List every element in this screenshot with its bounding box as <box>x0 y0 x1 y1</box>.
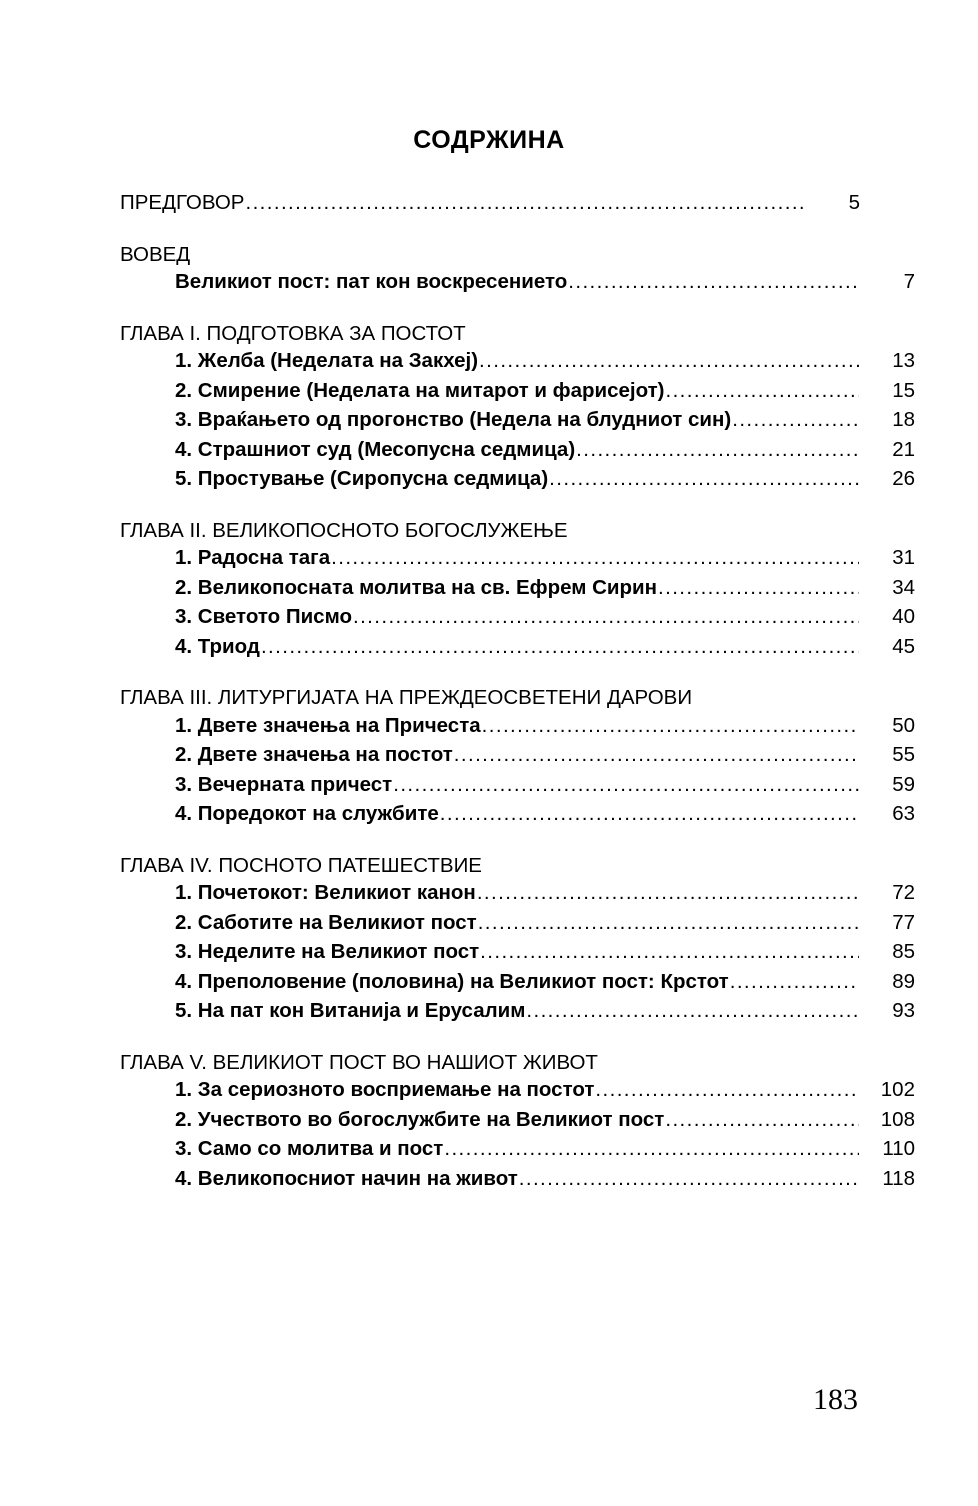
toc-heading <box>120 242 860 266</box>
toc-entry-page-number: 21 <box>892 437 915 461</box>
toc-dot-leader <box>331 548 859 569</box>
toc-dot-leader <box>444 1139 859 1160</box>
toc-heading <box>120 321 860 345</box>
toc-entry-label: ГЛАВА IV. ПОСНОТО ПАТЕШЕСТВИЕ <box>120 853 482 877</box>
toc-entry-page-number: 85 <box>892 940 915 963</box>
toc-dot-leader <box>595 1080 859 1101</box>
toc-entry-page-number: 26 <box>892 467 915 490</box>
toc-dot-leader <box>519 1169 859 1190</box>
toc-entry-label: 2. Двете значења на постот <box>175 743 453 766</box>
toc-dot-leader <box>477 883 859 904</box>
toc-entry-label: ГЛАВА II. ВЕЛИКОПОСНОТО БОГОСЛУЖЕЊЕ <box>120 518 568 542</box>
toc-entry-page-number: 50 <box>892 713 915 737</box>
toc-entry[interactable] <box>120 745 915 766</box>
toc-dot-leader <box>261 637 859 658</box>
toc-entry[interactable] <box>120 437 915 461</box>
toc-entry-label: 3. Неделите на Великиот пост <box>175 940 480 963</box>
toc-dot-leader <box>393 775 859 796</box>
toc-entry-label: 4. Поредокот на службите <box>175 802 439 825</box>
toc-heading <box>120 518 860 542</box>
toc-dot-leader <box>479 351 859 372</box>
toc-entry-label: 4. Великопосниот начин на живот <box>175 1166 518 1190</box>
toc-entry-label: ГЛАВА V. ВЕЛИКИОТ ПОСТ ВО НАШИОТ ЖИВОТ <box>120 1050 598 1074</box>
toc-dot-leader <box>440 804 859 825</box>
toc-entry-page-number: 102 <box>880 1078 915 1101</box>
toc-entry-label: 2. Учеството во богослужбите на Великиот пост <box>175 1107 665 1131</box>
toc-entry-page-number: 59 <box>892 772 915 796</box>
toc-dot-leader <box>665 381 859 402</box>
toc-entry-label: ВОВЕД <box>120 242 191 266</box>
toc-entry-label: 1. Радосна тага <box>175 546 331 569</box>
toc-dot-leader <box>665 1110 859 1131</box>
toc-entry-page-number: 40 <box>892 605 915 628</box>
toc-dot-leader <box>549 469 859 490</box>
toc-entry-label: ГЛАВА III. ЛИТУРГИЈАТА НА ПРЕЖДЕОСВЕТЕНИ ДАРОВИ <box>120 686 693 709</box>
toc-dot-leader <box>658 578 859 599</box>
toc-entry-page-number: 72 <box>892 881 915 904</box>
page-title: СОДРЖИНА <box>413 126 565 154</box>
toc-dot-leader <box>526 1001 859 1022</box>
toc-entry[interactable] <box>120 1166 915 1190</box>
toc-entry-label: 3. Вечерната причест <box>175 772 393 796</box>
toc-entry[interactable] <box>120 772 915 796</box>
toc-entry-page-number: 110 <box>882 1137 915 1160</box>
toc-entry-label: 1. За сериозното восприемање на постот <box>175 1078 595 1101</box>
toc-entry-page-number: 108 <box>880 1107 915 1131</box>
toc-entry-page-number: 118 <box>882 1166 915 1190</box>
toc-dot-leader <box>576 440 859 461</box>
toc-dot-leader <box>732 410 859 431</box>
toc-entry-page-number: 63 <box>892 802 915 825</box>
toc-section-chapter-2 <box>120 518 915 658</box>
toc-entry[interactable] <box>120 607 915 628</box>
toc-entry-page-number: 15 <box>892 378 915 402</box>
toc-entry[interactable] <box>120 1139 915 1160</box>
toc-entry-page-number: 18 <box>892 408 915 431</box>
toc-entry-label: 3. Светото Писмо <box>175 605 352 628</box>
toc-entry[interactable] <box>120 910 915 934</box>
toc-section-foreword <box>120 193 860 214</box>
toc-dot-leader <box>353 607 859 628</box>
toc-entry-page-number: 55 <box>892 743 915 766</box>
toc-dot-leader <box>568 272 859 293</box>
toc-heading <box>120 688 860 709</box>
toc-dot-leader <box>730 972 859 993</box>
toc-entry[interactable] <box>120 969 915 993</box>
toc-entry-label: 4. Триод <box>175 634 260 658</box>
toc-section-chapter-1 <box>120 321 915 490</box>
toc-entry-label: 1. Желба (Неделата на Закхеј) <box>175 349 479 372</box>
toc-dot-leader <box>480 942 859 963</box>
toc-section-introduction <box>120 242 915 293</box>
toc-entry[interactable] <box>120 942 915 963</box>
toc-entry[interactable] <box>120 351 915 372</box>
toc-entry[interactable] <box>120 193 860 214</box>
toc-entry-label: 5. Простување (Сиропусна седмица) <box>175 467 549 490</box>
toc-entry-page-number: 31 <box>892 546 915 569</box>
toc-heading <box>120 853 860 877</box>
toc-entry-page-number: 5 <box>848 191 860 214</box>
toc-entry-label: 3. Враќањето од прогонство (Недела на блудниот син) <box>175 408 732 431</box>
toc-section-chapter-3 <box>120 686 915 825</box>
toc-entry-page-number: 89 <box>892 969 915 993</box>
toc-entry-label: ПРЕДГОВОР <box>120 191 245 214</box>
toc-entry[interactable] <box>120 634 915 658</box>
toc-entry-label: 4. Преполовение (половина) на Великиот пост: Крстот <box>175 969 729 993</box>
folio-page-number: 183 <box>813 1383 858 1416</box>
toc-entry-label: 5. На пат кон Витанија и Ерусалим <box>175 999 526 1022</box>
toc-entry-label: 2. Смирение (Неделата на митарот и фарисејот) <box>175 378 665 402</box>
toc-entry[interactable] <box>120 1107 915 1131</box>
toc-entry[interactable] <box>120 1080 915 1101</box>
toc-entry[interactable] <box>120 410 915 431</box>
toc-dot-leader <box>245 193 804 214</box>
toc-section-chapter-4 <box>120 853 915 1022</box>
toc-entry-label: 3. Само со молитва и пост <box>175 1137 444 1160</box>
toc-entry-label: ГЛАВА I. ПОДГОТОВКА ЗА ПОСТОТ <box>120 321 466 345</box>
toc-dot-leader <box>478 913 859 934</box>
toc-entry[interactable] <box>120 548 915 569</box>
toc-heading <box>120 1050 860 1074</box>
toc-entry[interactable] <box>120 272 915 293</box>
toc-entry-label: 2. Великопосната молитва на св. Ефрем Сирин <box>175 575 658 599</box>
toc-entry-page-number: 77 <box>892 910 915 934</box>
toc-entry-label: 1. Почетокот: Великиот канон <box>175 881 476 904</box>
toc-entry-label: 1. Двете значења на Причеста <box>175 713 481 737</box>
toc-entry-label: Великиот пост: пат кон воскресението <box>175 270 568 293</box>
toc-dot-leader <box>482 716 859 737</box>
toc-section-chapter-5 <box>120 1050 915 1190</box>
toc-entry-page-number: 34 <box>892 575 915 599</box>
toc-entry[interactable] <box>120 883 915 904</box>
toc-entry-page-number: 13 <box>892 349 915 372</box>
toc-entry[interactable] <box>120 804 915 825</box>
toc-entry[interactable] <box>120 575 915 599</box>
toc-dot-leader <box>454 745 859 766</box>
toc-entry[interactable] <box>120 469 915 490</box>
toc-entry-label: 2. Саботите на Великиот пост <box>175 910 477 934</box>
toc-entry-page-number: 93 <box>892 999 915 1022</box>
toc-entry-page-number: 45 <box>892 634 915 658</box>
toc-list <box>120 191 915 1190</box>
toc-entry[interactable] <box>120 378 915 402</box>
toc-entry[interactable] <box>120 713 915 737</box>
toc-entry-label: 4. Страшниот суд (Месопусна седмица) <box>175 437 576 461</box>
toc-entry[interactable] <box>120 1001 915 1022</box>
toc-entry-page-number: 7 <box>903 270 915 293</box>
